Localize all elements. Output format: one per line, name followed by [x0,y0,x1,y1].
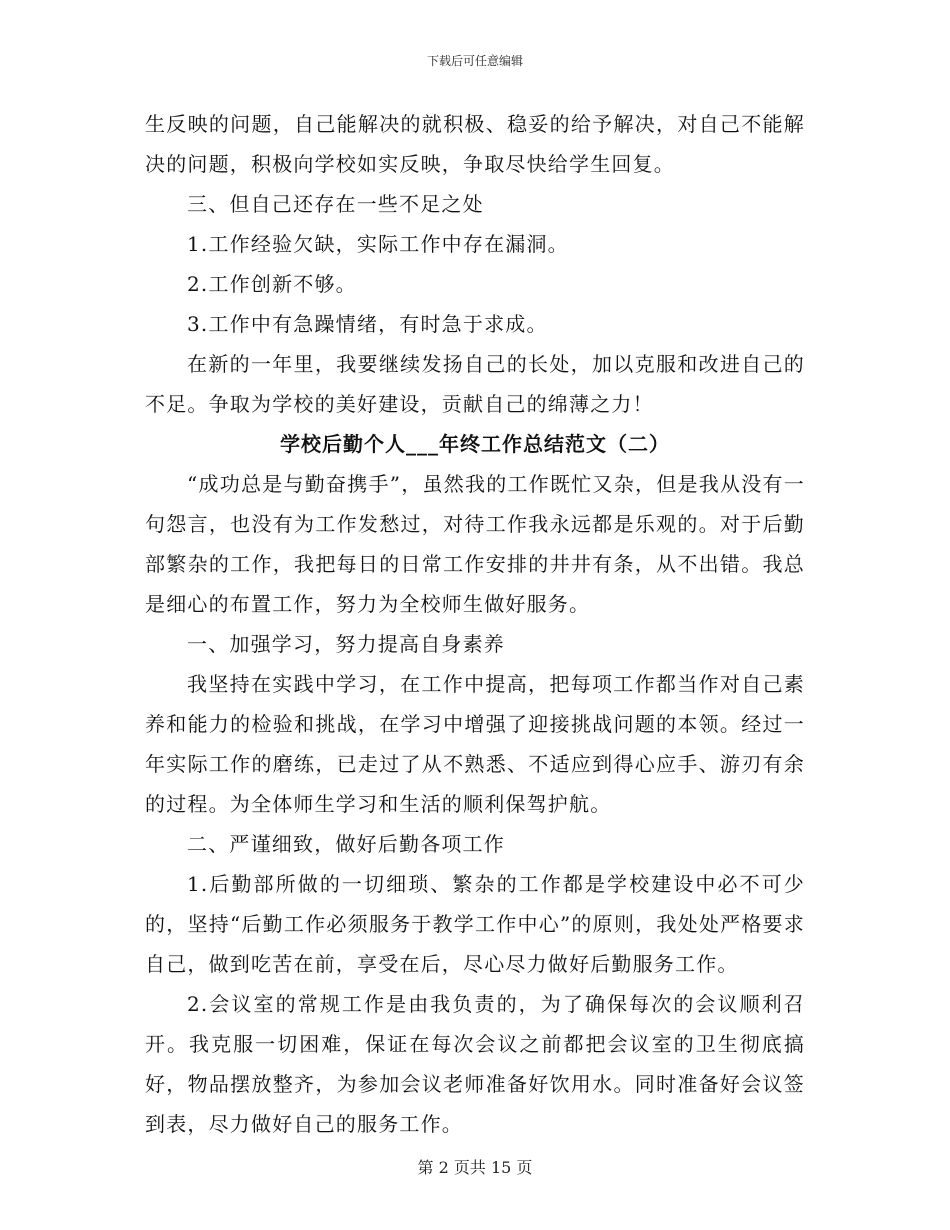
paragraph: 1.后勤部所做的一切细琐、繁杂的工作都是学校建设中必不可少的，坚持“后勤工作必须服务于教学工作中心”的原则，我处处严格要求自己，做到吃苦在前，享受在后，尽心尽力做好后勤服务工作。 [145,872,805,976]
paragraph: “成功总是与勤奋携手”，虽然我的工作既忙又杂，但是我从没有一句怨言，也没有为工作发愁过，对待工作我永远都是乐观的。对于后勤部繁杂的工作，我把每日的日常工作安排的井井有条，从不出错。我总是细心的布置工作，努力为全校师生做好服务。 [145,472,805,616]
paragraph: 2.会议室的常规工作是由我负责的，为了确保每次的会议顺利召开。我克服一切困难，保证在每次会议之前都把会议室的卫生彻底搞好，物品摆放整齐，为参加会议老师准备好饮用水。同时准备好会议签到表，尽力做好自己的服务工作。 [145,992,805,1136]
list-item: 3.工作中有急躁情绪，有时急于求成。 [187,312,548,336]
document-title: 学校后勤个人___年终工作总结范文（二） [280,432,670,456]
page-header: 下载后可任意编辑 [426,54,523,68]
section-heading: 一、加强学习，努力提高自身素养 [187,632,505,656]
paragraph: 在新的一年里，我要继续发扬自己的长处，加以克服和改进自己的不足。争取为学校的美好建设，贡献自己的绵薄之力！ [145,352,805,416]
paragraph: 生反映的问题，自己能解决的就积极、稳妥的给予解决，对自己不能解决的问题，积极向学校如实反映，争取尽快给学生回复。 [145,112,805,176]
list-item: 2.工作创新不够。 [187,272,357,296]
section-heading: 二、严谨细致，做好后勤各项工作 [187,832,505,856]
list-item: 1.工作经验欠缺，实际工作中存在漏洞。 [187,232,569,256]
page-footer: 第 2 页共 15 页 [417,1158,533,1177]
section-heading: 三、但自己还存在一些不足之处 [187,192,484,216]
paragraph: 我坚持在实践中学习，在工作中提高，把每项工作都当作对自己素养和能力的检验和挑战，在学习中增强了迎接挑战问题的本领。经过一年实际工作的磨练，已走过了从不熟悉、不适应到得心应手、游刃有余的过程。为全体师生学习和生活的顺利保驾护航。 [145,672,805,816]
document-body [145,104,805,1144]
